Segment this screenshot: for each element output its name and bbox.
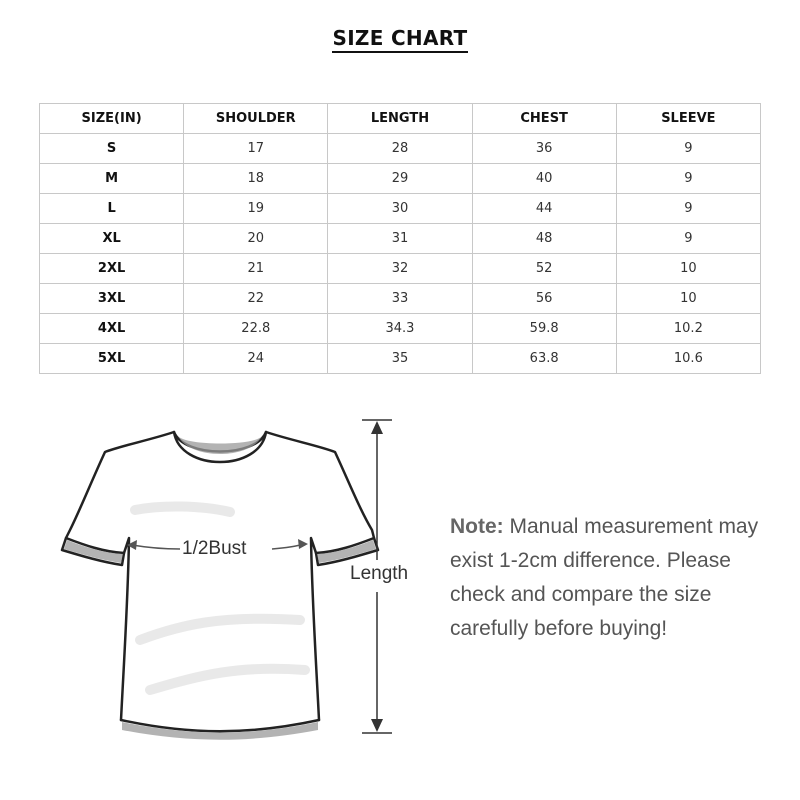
header-sleeve: SLEEVE bbox=[616, 104, 760, 134]
chest-cell: 44 bbox=[472, 194, 616, 224]
measurement-note bbox=[450, 510, 780, 646]
length-cell: 33 bbox=[328, 284, 472, 314]
sleeve-cell: 10.6 bbox=[616, 344, 760, 374]
length-label: Length bbox=[350, 563, 409, 584]
collar-inner-shade bbox=[178, 436, 262, 454]
shoulder-cell: 18 bbox=[184, 164, 328, 194]
bust-label: 1/2Bust bbox=[182, 538, 247, 559]
chest-cell: 56 bbox=[472, 284, 616, 314]
note-label: Note: bbox=[450, 515, 504, 538]
chest-cell: 48 bbox=[472, 224, 616, 254]
sleeve-cell: 10 bbox=[616, 284, 760, 314]
size-cell: 5XL bbox=[40, 344, 184, 374]
note-text: Manual measurement may exist 1-2cm difference. Please check and compare the size carefully before buying! bbox=[450, 515, 759, 640]
length-cell: 28 bbox=[328, 134, 472, 164]
shoulder-cell: 19 bbox=[184, 194, 328, 224]
size-cell: L bbox=[40, 194, 184, 224]
size-cell: S bbox=[40, 134, 184, 164]
shoulder-cell: 20 bbox=[184, 224, 328, 254]
length-cell: 35 bbox=[328, 344, 472, 374]
shoulder-cell: 24 bbox=[184, 344, 328, 374]
shoulder-cell: 22 bbox=[184, 284, 328, 314]
header-shoulder: SHOULDER bbox=[184, 104, 328, 134]
length-cell: 31 bbox=[328, 224, 472, 254]
sleeve-cell: 9 bbox=[616, 164, 760, 194]
size-chart-title-text: SIZE CHART bbox=[332, 26, 467, 53]
chest-cell: 59.8 bbox=[472, 314, 616, 344]
size-cell: XL bbox=[40, 224, 184, 254]
chest-cell: 40 bbox=[472, 164, 616, 194]
tshirt-left-side bbox=[66, 432, 174, 720]
shoulder-cell: 17 bbox=[184, 134, 328, 164]
size-cell: 4XL bbox=[40, 314, 184, 344]
chest-cell: 36 bbox=[472, 134, 616, 164]
size-cell: M bbox=[40, 164, 184, 194]
shoulder-cell: 22.8 bbox=[184, 314, 328, 344]
header-length: LENGTH bbox=[328, 104, 472, 134]
sleeve-cell: 10.2 bbox=[616, 314, 760, 344]
tshirt-shading bbox=[64, 436, 376, 740]
length-cell: 34.3 bbox=[328, 314, 472, 344]
shoulder-cell: 21 bbox=[184, 254, 328, 284]
header-chest: CHEST bbox=[472, 104, 616, 134]
length-cell: 32 bbox=[328, 254, 472, 284]
tshirt-outline bbox=[62, 432, 378, 731]
header-size: SIZE(IN) bbox=[40, 104, 184, 134]
size-cell: 3XL bbox=[40, 284, 184, 314]
tshirt-folds bbox=[135, 506, 305, 690]
length-cell: 29 bbox=[328, 164, 472, 194]
length-cell: 30 bbox=[328, 194, 472, 224]
bust-arrow-right-head bbox=[298, 539, 308, 549]
sleeve-cell: 9 bbox=[616, 134, 760, 164]
chest-cell: 63.8 bbox=[472, 344, 616, 374]
length-arrow-top-head bbox=[371, 421, 383, 434]
length-arrow-bottom-head bbox=[371, 719, 383, 732]
size-cell: 2XL bbox=[40, 254, 184, 284]
sleeve-cell: 9 bbox=[616, 224, 760, 254]
sleeve-cell: 10 bbox=[616, 254, 760, 284]
chest-cell: 52 bbox=[472, 254, 616, 284]
sleeve-cell: 9 bbox=[616, 194, 760, 224]
